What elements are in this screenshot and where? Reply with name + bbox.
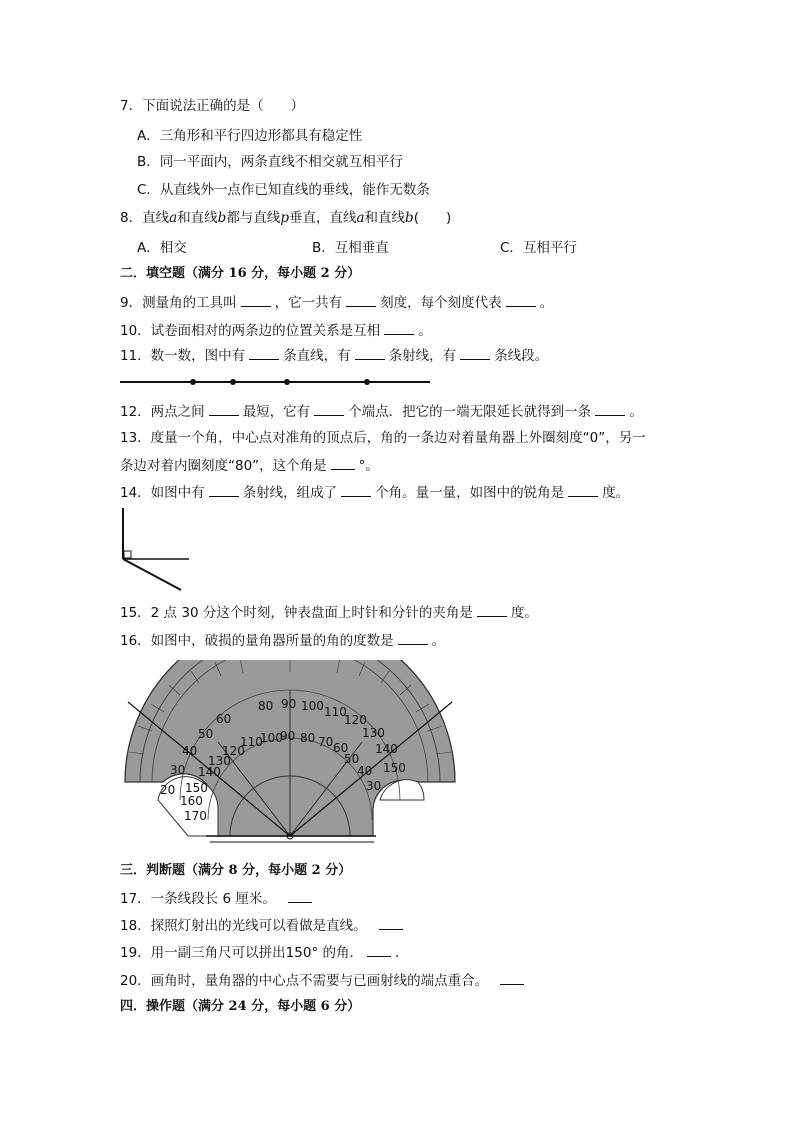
answer-blank[interactable] [209, 483, 239, 497]
inner-label: 160 [180, 794, 203, 808]
answer-blank[interactable] [209, 402, 239, 416]
answer-blank[interactable] [241, 293, 271, 307]
q13-line2: 条边对着内圈刻度“80”，这个角是 °。 [120, 458, 379, 474]
inner-label: 40 [357, 764, 373, 778]
inner-label: 100 [260, 731, 283, 745]
outer-label: 60 [216, 712, 232, 726]
section-fill-in-title: 二．填空题（满分 16 分，每小题 2 分） [120, 266, 361, 281]
answer-blank[interactable] [314, 402, 344, 416]
q8-option-c: C．互相平行 [500, 240, 577, 256]
answer-blank[interactable] [346, 293, 376, 307]
answer-blank[interactable] [477, 603, 507, 617]
outer-label: 130 [362, 726, 385, 740]
inner-label: 170 [184, 809, 207, 823]
answer-blank[interactable] [595, 402, 625, 416]
outer-label: 50 [198, 727, 214, 741]
section-judgment-title: 三．判断题（满分 8 分，每小题 2 分） [120, 863, 352, 878]
q19: 19．用一副三角尺可以拼出150° 的角． ． [120, 945, 409, 961]
outer-label: 20 [160, 783, 176, 797]
q7-option-b: B．同一平面内，两条直线不相交就互相平行 [137, 154, 403, 170]
q20: 20．画角时，量角器的中心点不需要与已画射线的端点重合。 [120, 971, 528, 990]
outer-label: 110 [324, 705, 347, 719]
q14: 14．如图中有 条射线，组成了 个角。量一量，如图中的锐角是 度。 [120, 485, 630, 501]
answer-blank[interactable] [460, 346, 490, 360]
q8-stem: 8．直线a和直线b都与直线p垂直，直线a和直线b( ) [120, 210, 452, 226]
q7-stem: 7．下面说法正确的是（ ） [120, 98, 305, 114]
inner-label: 130 [208, 754, 231, 768]
q11-line-figure [118, 372, 433, 392]
q17: 17．一条线段长 6 厘米。 [120, 889, 316, 908]
q12: 12．两点之间 最短，它有 个端点．把它的一端无限延长就得到一条 。 [120, 404, 643, 420]
inner-label: 140 [198, 765, 221, 779]
outer-label: 150 [383, 761, 406, 775]
inner-label: 70 [318, 735, 334, 749]
answer-blank[interactable] [379, 916, 403, 930]
broken-protractor-figure [118, 660, 463, 850]
q11: 11．数一数，图中有 条直线，有 条射线，有 条线段。 [120, 348, 549, 364]
answer-blank[interactable] [568, 483, 598, 497]
inner-label: 120 [222, 744, 245, 758]
q16: 16．如图中，破损的量角器所量的角的度数是 。 [120, 633, 446, 649]
answer-blank[interactable] [341, 483, 371, 497]
q7-option-c: C．从直线外一点作已知直线的垂线，能作无数条 [137, 182, 430, 198]
q8-option-a: A．相交 [137, 240, 187, 256]
inner-label: 150 [185, 781, 208, 795]
answer-blank[interactable] [367, 943, 391, 957]
q15: 15．2 点 30 分这个时刻，钟表盘面上时针和分针的夹角是 度。 [120, 605, 538, 621]
inner-label: 110 [240, 735, 263, 749]
inner-label: 80 [300, 731, 316, 745]
answer-blank[interactable] [384, 321, 414, 335]
inner-label: 50 [344, 752, 360, 766]
inner-label: 60 [333, 741, 349, 755]
outer-label: 80 [258, 699, 274, 713]
outer-label: 140 [375, 742, 398, 756]
answer-blank[interactable] [249, 346, 279, 360]
inner-label: 90 [280, 729, 296, 743]
answer-blank[interactable] [355, 346, 385, 360]
q10: 10．试卷面相对的两条边的位置关系是互相 。 [120, 323, 432, 339]
outer-label: 40 [182, 744, 198, 758]
answer-blank[interactable] [288, 889, 312, 903]
answer-blank[interactable] [331, 456, 355, 470]
q14-angle-figure [115, 506, 195, 592]
q7-option-a: A．三角形和平行四边形都具有稳定性 [137, 128, 363, 144]
outer-label: 90 [281, 697, 297, 711]
inner-label: 30 [366, 779, 382, 793]
outer-label: 120 [344, 713, 367, 727]
q18: 18．探照灯射出的光线可以看做是直线。 [120, 916, 407, 935]
q8-option-b: B．互相垂直 [312, 240, 389, 256]
section-operation-title: 四．操作题（满分 24 分，每小题 6 分） [120, 999, 361, 1014]
outer-label: 30 [170, 763, 186, 777]
q13-line1: 13．度量一个角，中心点对准角的顶点后，角的一条边对着量角器上外圈刻度“0”，另一 [120, 430, 646, 446]
q9: 9．测量角的工具叫 ，它一共有 刻度，每个刻度代表 。 [120, 295, 554, 311]
answer-blank[interactable] [398, 631, 428, 645]
answer-blank[interactable] [506, 293, 536, 307]
outer-label: 100 [301, 699, 324, 713]
answer-blank[interactable] [500, 971, 524, 985]
